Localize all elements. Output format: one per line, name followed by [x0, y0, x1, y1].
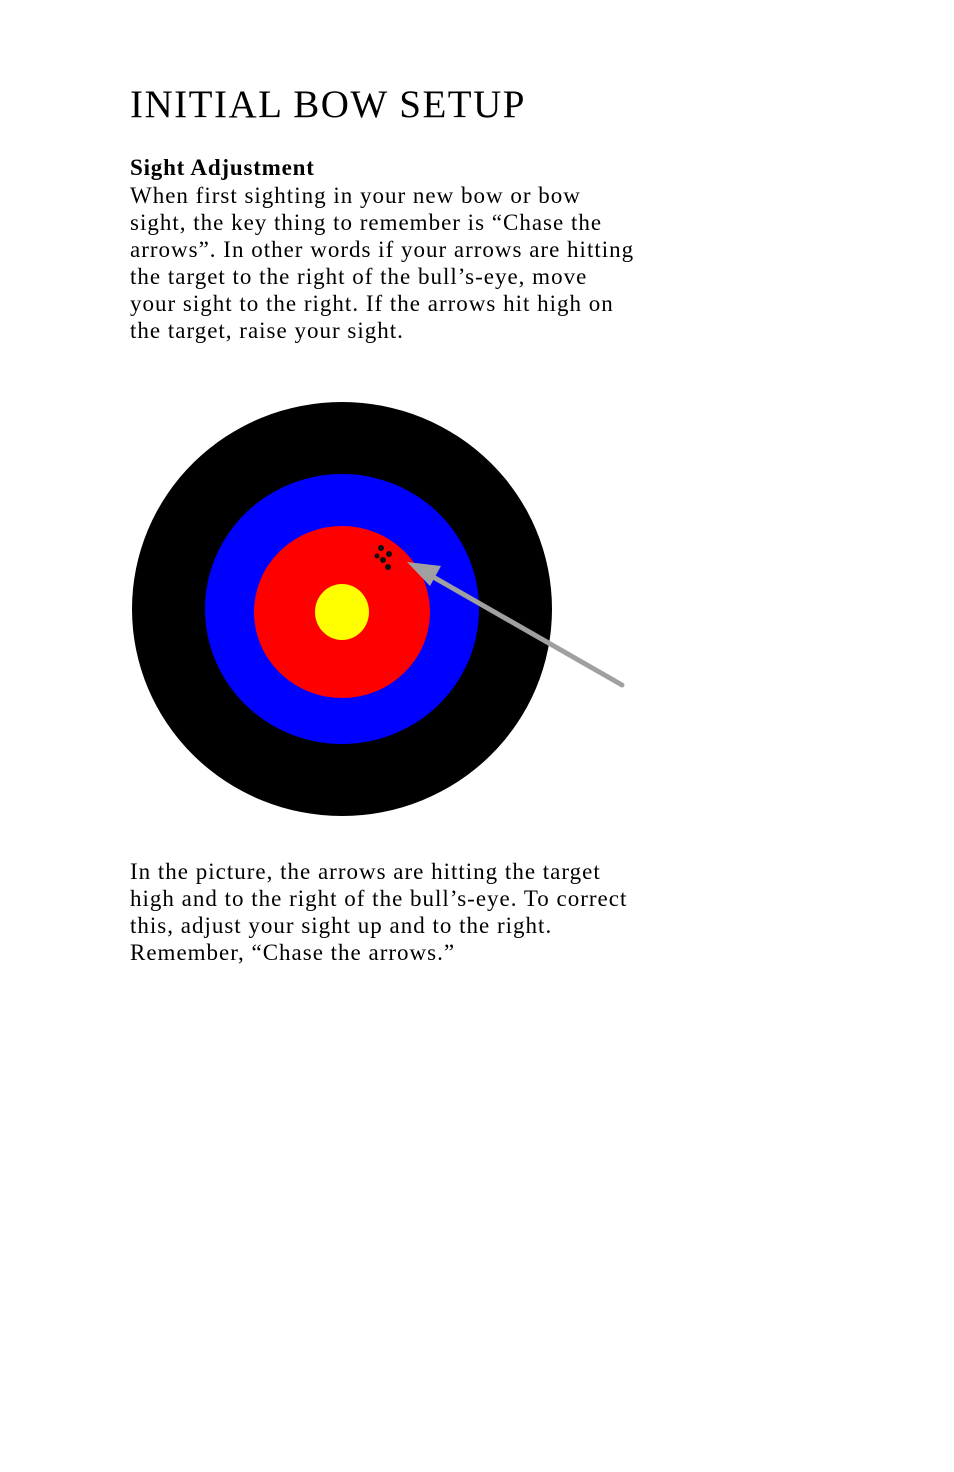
caption-line: Remember, “Chase the arrows.” — [130, 940, 456, 965]
caption-section — [130, 858, 830, 966]
caption-paragraph — [130, 858, 830, 966]
caption-line: this, adjust your sight up and to the right. — [130, 913, 553, 938]
archery-target-icon — [128, 398, 628, 820]
arrow-hole — [380, 557, 386, 563]
intro-line: the target, raise your sight. — [130, 318, 404, 343]
caption-line: In the picture, the arrows are hitting the target — [130, 859, 601, 884]
arrow-hole — [385, 564, 391, 570]
arrow-hole — [375, 554, 380, 559]
intro-line: sight, the key thing to remember is “Chase the — [130, 210, 603, 235]
sight-adjustment-section — [130, 154, 830, 344]
intro-line: When first sighting in your new bow or bow — [130, 183, 581, 208]
target-figure — [128, 398, 628, 820]
intro-line: your sight to the right. If the arrows hit high on — [130, 291, 614, 316]
caption-line: high and to the right of the bull’s-eye. To correct — [130, 886, 628, 911]
intro-paragraph — [130, 182, 830, 344]
arrow-hole — [378, 545, 384, 551]
arrow-hole — [386, 551, 392, 557]
target-bullseye — [315, 584, 369, 640]
intro-line: the target to the right of the bull’s-eye, move — [130, 264, 588, 289]
intro-line: arrows”. In other words if your arrows are hitting — [130, 237, 635, 262]
section-heading: Sight Adjustment — [130, 155, 315, 180]
page-title: INITIAL BOW SETUP — [130, 83, 526, 126]
